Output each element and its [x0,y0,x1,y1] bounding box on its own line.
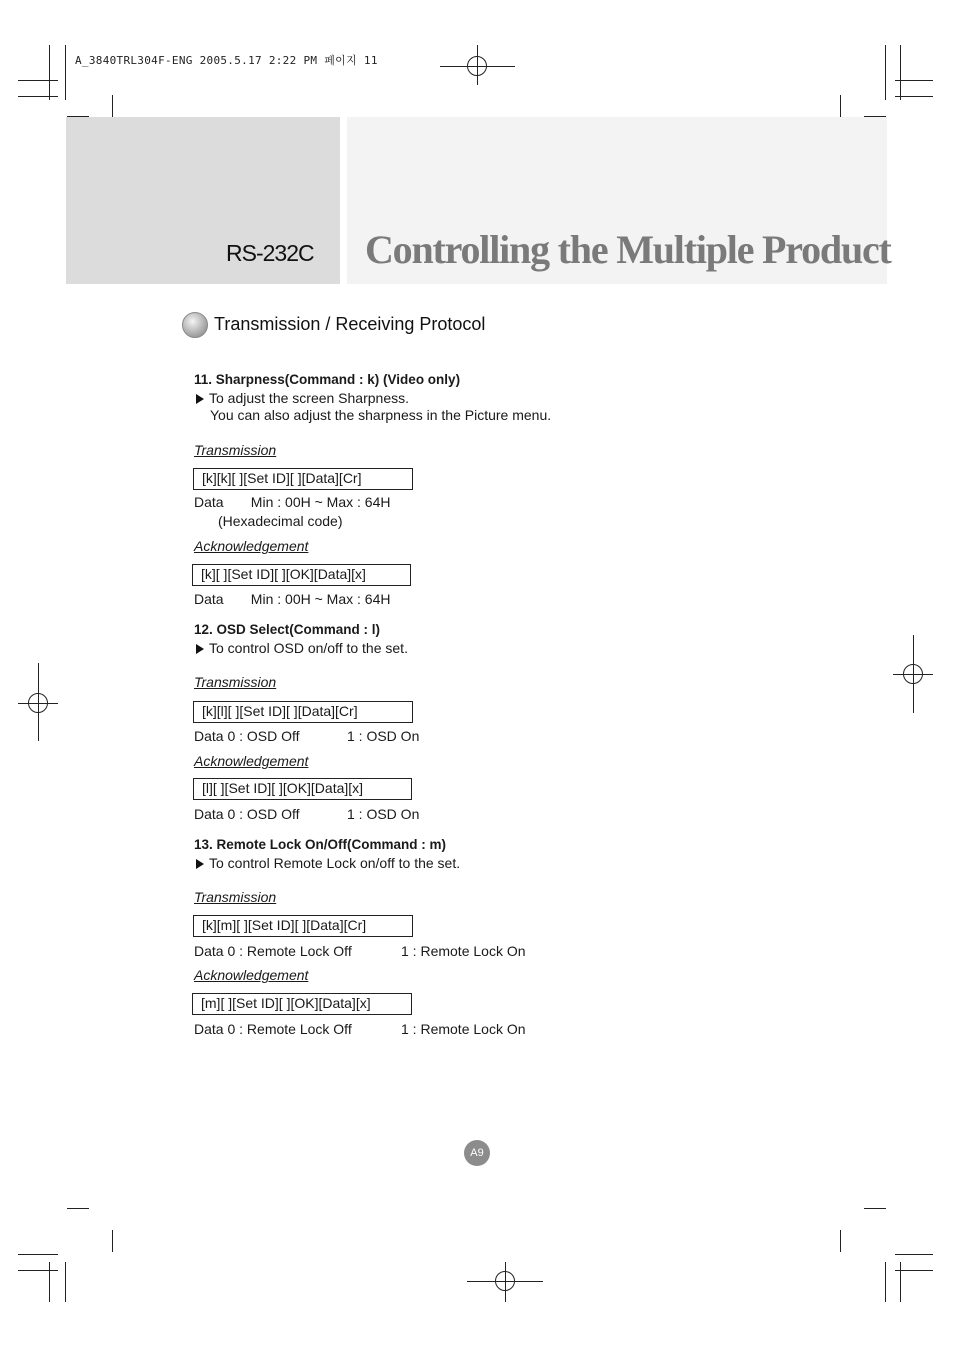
transmission-data-off: Data 0 : Remote Lock Off [194,943,352,959]
transmission-data-note: (Hexadecimal code) [218,513,343,529]
section-label: RS-232C [226,240,314,266]
transmission-data-on: 1 : OSD On [347,728,420,744]
transmission-data-off: Data 0 : OSD Off [194,728,300,744]
triangle-right-icon [196,644,204,654]
page-number-badge: A9 [464,1140,490,1166]
item-heading: 12. OSD Select(Command : l) [194,622,381,637]
file-info: A_3840TRL304F-ENG 2005.5.17 2:22 PM 페이지 11 [75,54,378,67]
transmission-command-box: [k][k][ ][Set ID][ ][Data][Cr] [193,468,413,490]
transmission-label: Transmission [194,674,277,690]
triangle-right-icon [196,859,204,869]
transmission-label: Transmission [194,889,277,905]
acknowledgement-data: Data Min : 00H ~ Max : 64H [194,591,391,607]
acknowledgement-label: Acknowledgement [194,753,309,769]
item-desc-2: You can also adjust the sharpness in the Picture menu. [210,407,552,423]
transmission-command-box: [k][l][ ][Set ID][ ][Data][Cr] [193,701,413,723]
item-heading: 11. Sharpness(Command : k) (Video only) [194,372,461,387]
item-desc [196,640,408,656]
item-heading: 13. Remote Lock On/Off(Command : m) [194,837,447,852]
sphere-bullet-icon [182,312,208,338]
acknowledgement-label: Acknowledgement [194,538,309,554]
page-title: Controlling the Multiple Product [365,227,891,272]
transmission-command-box: [k][m][ ][Set ID][ ][Data][Cr] [193,915,413,937]
triangle-right-icon [196,394,204,404]
acknowledgement-label: Acknowledgement [194,967,309,983]
item-desc-text: To control OSD on/off to the set. [209,640,408,656]
acknowledgement-data-on: 1 : Remote Lock On [401,1021,526,1037]
acknowledgement-data-on: 1 : OSD On [347,806,420,822]
section-title: Transmission / Receiving Protocol [214,314,486,334]
acknowledgement-data-off: Data 0 : OSD Off [194,806,300,822]
acknowledgement-command-box: [m][ ][Set ID][ ][OK][Data][x] [192,993,412,1015]
transmission-data-on: 1 : Remote Lock On [401,943,526,959]
item-desc [196,855,460,871]
item-desc-text: To adjust the screen Sharpness. [209,390,410,406]
acknowledgement-command-box: [l][ ][Set ID][ ][OK][Data][x] [193,778,412,800]
acknowledgement-data-off: Data 0 : Remote Lock Off [194,1021,352,1037]
transmission-label: Transmission [194,442,277,458]
item-desc [196,390,409,406]
transmission-data: Data Min : 00H ~ Max : 64H [194,494,391,510]
item-desc-text: To control Remote Lock on/off to the set. [209,855,461,871]
acknowledgement-command-box: [k][ ][Set ID][ ][OK][Data][x] [192,564,411,586]
